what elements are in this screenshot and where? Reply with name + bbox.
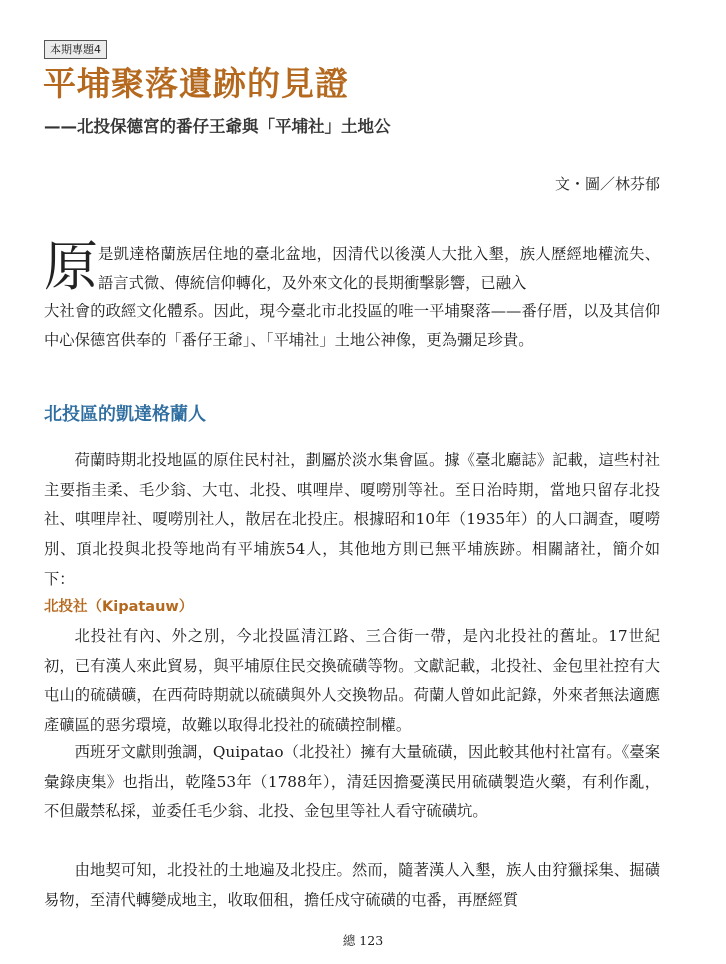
body-paragraph-4: 由地契可知，北投社的土地遍及北投庄。然而，隨著漢人入墾，族人由狩獵採集、掘磺易物，至清代轉變成地主，收取佃租，擔任戍守硫磺的屯番，再歷經質 — [44, 861, 660, 909]
author-byline: 文・圖／林芬郁 — [554, 175, 660, 193]
body-paragraph-2: 北投社有內、外之別，今北投區清江路、三合街一帶，是內北投社的舊址。17世紀初，已有漢人來此貿易，與平埔原住民交換硫磺等物。文獻記載，北投社、金包里社控有大屯山的硫磺礦，在西荷時期就以硫磺與外人交換物品。荷蘭人曾如此記錄，外來者無法適應產礦區的惡劣環境，故難以取得北投社的硫磺控制權。 — [44, 627, 660, 735]
body-paragraph-3: 西班牙文獻則強調，Quipatao（北投社）擁有大量硫磺，因此較其他村社富有。《臺案彙錄庚集》也指出，乾隆53年（1788年），清廷因擔憂漢民用硫磺製造火藥，有利作亂，不但嚴禁私採，並委任毛少翁、北投、金包里等社人看守硫磺坑。 — [44, 743, 660, 821]
page-number: 總 123 — [342, 933, 384, 948]
article-title: 平埔聚落遺跡的見證 — [43, 64, 349, 103]
section-heading: 北投區的凱達格蘭人 — [44, 404, 206, 425]
drop-cap: 原 — [44, 235, 98, 298]
intro-paragraph-end: 大社會的政經文化體系。因此，現今臺北市北投區的唯一平埔聚落——番仔厝，以及其信仰中心保德宮供奉的「番仔王爺」、「平埔社」土地公神像，更為彌足珍貴。 — [44, 302, 660, 349]
article-subtitle: ——北投保德宮的番仔王爺與「平埔社」土地公 — [44, 117, 391, 136]
body-paragraph-1: 荷蘭時期北投地區的原住民村社，劃屬於淡水集會區。據《臺北廳誌》記載，這些村社主要指圭柔、毛少翁、大屯、北投、唭哩岸、嗄嘮別等社。至日治時期，當地只留存北投社、唭哩岸社、嗄嘮別社人，散居在北投庄。根據昭和10年（1935年）的人口調查，嗄嘮別、頂北投與北投等地尚有平埔族54人，其他地方則已無平埔族跡。相關諸社，簡介如下： — [44, 451, 660, 588]
subsection-heading: 北投社（Kipatauw） — [44, 599, 194, 615]
intro-paragraph-start: 是凱達格蘭族居住地的臺北盆地，因清代以後漢人大批入墾，族人歷經地權流失、語言式微、傳統信仰轉化，及外來文化的長期衝擊影響，已融入 — [98, 245, 660, 292]
issue-topic-tag: 本期專題4 — [44, 40, 107, 59]
